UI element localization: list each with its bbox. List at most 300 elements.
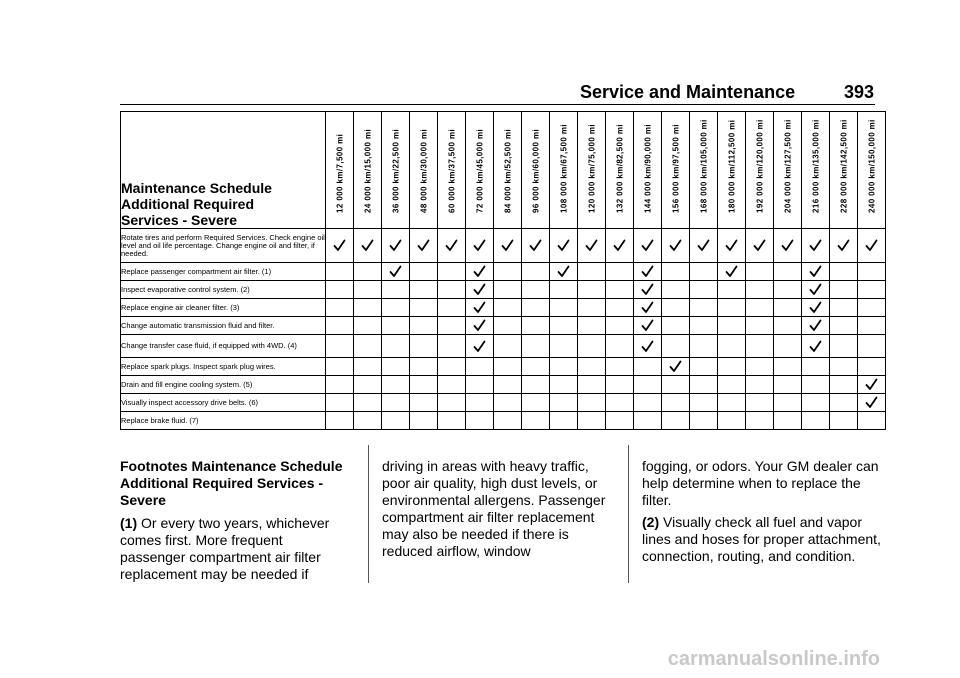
schedule-cell	[382, 229, 410, 263]
page-header	[580, 82, 880, 106]
schedule-cell	[830, 358, 858, 376]
footnotes-column-3	[642, 458, 882, 570]
interval-label: 216 000 km/135,000 mi	[811, 119, 820, 213]
schedule-cell	[326, 394, 354, 412]
table-header-row	[121, 112, 886, 229]
schedule-cell	[382, 358, 410, 376]
schedule-cell	[354, 229, 382, 263]
interval-label: 24 000 km/15,000 mi	[363, 128, 372, 213]
interval-header	[578, 112, 606, 229]
checkmark-icon	[753, 239, 766, 252]
schedule-cell	[382, 335, 410, 358]
schedule-cell	[354, 281, 382, 299]
checkmark-icon	[333, 239, 346, 252]
interval-label: 228 000 km/142,500 mi	[839, 119, 848, 213]
interval-header	[634, 112, 662, 229]
schedule-cell	[522, 376, 550, 394]
schedule-cell	[550, 394, 578, 412]
schedule-cell	[662, 376, 690, 394]
service-description: Change automatic transmission fluid and filter.	[121, 317, 326, 335]
schedule-cell	[606, 263, 634, 281]
schedule-cell	[830, 394, 858, 412]
checkmark-icon	[389, 239, 402, 252]
schedule-cell	[494, 376, 522, 394]
interval-header	[718, 112, 746, 229]
schedule-cell	[466, 299, 494, 317]
checkmark-icon	[473, 340, 486, 353]
schedule-cell	[354, 299, 382, 317]
schedule-cell	[662, 299, 690, 317]
schedule-cell	[522, 229, 550, 263]
schedule-cell	[746, 335, 774, 358]
schedule-cell	[438, 335, 466, 358]
schedule-cell	[522, 317, 550, 335]
interval-label: 12 000 km/7,500 mi	[335, 133, 344, 213]
checkmark-icon	[809, 301, 822, 314]
table-row	[121, 281, 886, 299]
checkmark-icon	[641, 265, 654, 278]
checkmark-icon	[837, 239, 850, 252]
footnote-1-continued: driving in areas with heavy traffic, poor air quality, high dust levels, or environmental allergens. Passenger compartment air filter replacement may also be needed if there is reduced airflow, window	[382, 458, 606, 559]
interval-header	[382, 112, 410, 229]
schedule-cell	[662, 358, 690, 376]
interval-header	[858, 112, 886, 229]
schedule-cell	[634, 263, 662, 281]
schedule-cell	[662, 263, 690, 281]
schedule-cell	[326, 335, 354, 358]
checkmark-icon	[641, 283, 654, 296]
table-row	[121, 358, 886, 376]
schedule-cell	[410, 412, 438, 430]
interval-header	[746, 112, 774, 229]
interval-label: 36 000 km/22,500 mi	[391, 128, 400, 213]
schedule-cell	[690, 263, 718, 281]
schedule-cell	[690, 394, 718, 412]
schedule-cell	[718, 317, 746, 335]
schedule-cell	[746, 299, 774, 317]
table-title-line-2: Additional Required	[121, 196, 254, 212]
interval-header	[774, 112, 802, 229]
schedule-cell	[550, 412, 578, 430]
schedule-cell	[494, 317, 522, 335]
schedule-cell	[746, 317, 774, 335]
schedule-cell	[774, 229, 802, 263]
table-row	[121, 229, 886, 263]
schedule-cell	[522, 358, 550, 376]
schedule-cell	[690, 412, 718, 430]
schedule-cell	[550, 263, 578, 281]
schedule-cell	[522, 299, 550, 317]
interval-header	[494, 112, 522, 229]
watermark: carmanualsonline.info	[667, 648, 880, 670]
schedule-cell	[858, 394, 886, 412]
schedule-cell	[746, 394, 774, 412]
schedule-cell	[802, 317, 830, 335]
footnote-2-text: Visually check all fuel and vapor lines and hoses for proper attachment, connection, routing, and condition.	[642, 514, 881, 564]
checkmark-icon	[417, 239, 430, 252]
schedule-cell	[578, 412, 606, 430]
schedule-cell	[382, 263, 410, 281]
schedule-cell	[718, 394, 746, 412]
schedule-cell	[494, 335, 522, 358]
schedule-cell	[550, 229, 578, 263]
schedule-cell	[718, 299, 746, 317]
schedule-cell	[606, 376, 634, 394]
schedule-cell	[690, 317, 718, 335]
footnote-2-marker: (2)	[642, 514, 660, 530]
checkmark-icon	[501, 239, 514, 252]
interval-label: 84 000 km/52,500 mi	[503, 128, 512, 213]
schedule-cell	[802, 412, 830, 430]
checkmark-icon	[641, 301, 654, 314]
table-row	[121, 376, 886, 394]
schedule-cell	[634, 281, 662, 299]
interval-header	[438, 112, 466, 229]
schedule-cell	[354, 394, 382, 412]
schedule-cell	[606, 229, 634, 263]
schedule-cell	[326, 299, 354, 317]
checkmark-icon	[389, 265, 402, 278]
section-title: Service and Maintenance	[580, 82, 796, 102]
header-rule	[120, 104, 875, 105]
schedule-cell	[578, 358, 606, 376]
schedule-cell	[830, 335, 858, 358]
schedule-cell	[606, 394, 634, 412]
schedule-cell	[830, 299, 858, 317]
schedule-cell	[438, 229, 466, 263]
schedule-cell	[606, 412, 634, 430]
schedule-cell	[690, 335, 718, 358]
schedule-cell	[746, 358, 774, 376]
checkmark-icon	[529, 239, 542, 252]
schedule-cell	[438, 358, 466, 376]
schedule-cell	[802, 229, 830, 263]
schedule-cell	[438, 299, 466, 317]
checkmark-icon	[809, 319, 822, 332]
schedule-cell	[550, 376, 578, 394]
interval-label: 192 000 km/120,000 mi	[755, 119, 764, 213]
schedule-cell	[522, 335, 550, 358]
schedule-cell	[606, 281, 634, 299]
schedule-cell	[466, 263, 494, 281]
schedule-cell	[858, 317, 886, 335]
service-description: Drain and fill engine cooling system. (5)	[121, 376, 326, 394]
interval-label: 240 000 km/150,000 mi	[867, 119, 876, 213]
checkmark-icon	[473, 265, 486, 278]
checkmark-icon	[809, 239, 822, 252]
schedule-cell	[494, 358, 522, 376]
schedule-cell	[662, 281, 690, 299]
schedule-cell	[858, 229, 886, 263]
schedule-cell	[718, 229, 746, 263]
interval-label: 48 000 km/30,000 mi	[419, 128, 428, 213]
interval-header	[354, 112, 382, 229]
schedule-cell	[662, 335, 690, 358]
schedule-cell	[858, 299, 886, 317]
schedule-cell	[466, 281, 494, 299]
schedule-cell	[466, 358, 494, 376]
checkmark-icon	[557, 265, 570, 278]
schedule-cell	[410, 394, 438, 412]
schedule-cell	[326, 281, 354, 299]
service-description: Rotate tires and perform Required Services. Check engine oil level and oil life percentage. Change engine oil and filter, if needed.	[121, 229, 326, 263]
checkmark-icon	[641, 319, 654, 332]
schedule-cell	[634, 317, 662, 335]
footnotes-heading: Footnotes Maintenance Schedule Additional Required Services - Severe	[120, 458, 343, 508]
table-row	[121, 394, 886, 412]
schedule-cell	[690, 358, 718, 376]
schedule-cell	[690, 299, 718, 317]
schedule-cell	[550, 358, 578, 376]
schedule-cell	[858, 376, 886, 394]
service-description: Replace passenger compartment air filter. (1)	[121, 263, 326, 281]
schedule-cell	[690, 281, 718, 299]
schedule-cell	[802, 376, 830, 394]
interval-label: 72 000 km/45,000 mi	[475, 128, 484, 213]
service-description: Inspect evaporative control system. (2)	[121, 281, 326, 299]
schedule-cell	[326, 317, 354, 335]
schedule-cell	[634, 412, 662, 430]
table-body	[121, 229, 886, 430]
schedule-cell	[494, 299, 522, 317]
schedule-cell	[494, 394, 522, 412]
checkmark-icon	[641, 340, 654, 353]
schedule-cell	[858, 335, 886, 358]
schedule-cell	[690, 229, 718, 263]
schedule-cell	[466, 376, 494, 394]
schedule-cell	[438, 394, 466, 412]
schedule-cell	[382, 412, 410, 430]
schedule-cell	[774, 412, 802, 430]
schedule-cell	[578, 394, 606, 412]
schedule-cell	[578, 317, 606, 335]
column-divider	[368, 445, 369, 583]
schedule-cell	[830, 376, 858, 394]
schedule-cell	[550, 317, 578, 335]
service-description: Replace engine air cleaner filter. (3)	[121, 299, 326, 317]
schedule-cell	[718, 412, 746, 430]
schedule-cell	[718, 376, 746, 394]
checkmark-icon	[809, 265, 822, 278]
schedule-cell	[774, 335, 802, 358]
schedule-cell	[718, 281, 746, 299]
schedule-cell	[802, 358, 830, 376]
checkmark-icon	[669, 360, 682, 373]
schedule-cell	[494, 281, 522, 299]
schedule-cell	[466, 412, 494, 430]
schedule-cell	[410, 335, 438, 358]
schedule-cell	[354, 376, 382, 394]
interval-label: 132 000 km/82,500 mi	[615, 124, 624, 213]
service-description: Replace brake fluid. (7)	[121, 412, 326, 430]
service-description: Change transfer case fluid, if equipped with 4WD. (4)	[121, 335, 326, 358]
schedule-cell	[830, 229, 858, 263]
schedule-cell	[858, 281, 886, 299]
schedule-cell	[578, 281, 606, 299]
schedule-cell	[634, 376, 662, 394]
interval-label: 120 000 km/75,000 mi	[587, 124, 596, 213]
service-description: Visually inspect accessory drive belts. (6)	[121, 394, 326, 412]
checkmark-icon	[473, 283, 486, 296]
checkmark-icon	[865, 378, 878, 391]
table-title-line-1: Maintenance Schedule	[121, 180, 272, 196]
schedule-cell	[858, 412, 886, 430]
schedule-cell	[326, 376, 354, 394]
schedule-cell	[802, 281, 830, 299]
schedule-cell	[522, 281, 550, 299]
schedule-cell	[578, 335, 606, 358]
schedule-cell	[466, 317, 494, 335]
schedule-cell	[382, 281, 410, 299]
table-row	[121, 317, 886, 335]
table-row	[121, 299, 886, 317]
footnote-1-end: fogging, or odors. Your GM dealer can help determine when to replace the filter.	[642, 458, 879, 508]
schedule-cell	[858, 358, 886, 376]
interval-header	[326, 112, 354, 229]
schedule-cell	[438, 376, 466, 394]
schedule-cell	[718, 358, 746, 376]
schedule-cell	[382, 299, 410, 317]
schedule-cell	[326, 263, 354, 281]
service-description: Replace spark plugs. Inspect spark plug wires.	[121, 358, 326, 376]
schedule-cell	[494, 263, 522, 281]
schedule-cell	[438, 263, 466, 281]
schedule-cell	[746, 376, 774, 394]
schedule-cell	[774, 317, 802, 335]
schedule-cell	[606, 335, 634, 358]
schedule-cell	[606, 317, 634, 335]
schedule-cell	[326, 412, 354, 430]
schedule-cell	[522, 263, 550, 281]
schedule-cell	[382, 317, 410, 335]
schedule-cell	[578, 376, 606, 394]
checkmark-icon	[585, 239, 598, 252]
checkmark-icon	[865, 239, 878, 252]
interval-header	[830, 112, 858, 229]
table-title-line-3: Services - Severe	[121, 212, 237, 228]
interval-label: 204 000 km/127,500 mi	[783, 119, 792, 213]
schedule-cell	[662, 229, 690, 263]
schedule-cell	[690, 376, 718, 394]
schedule-cell	[382, 394, 410, 412]
schedule-cell	[550, 299, 578, 317]
schedule-cell	[410, 317, 438, 335]
interval-header	[690, 112, 718, 229]
maintenance-schedule-table	[120, 111, 886, 430]
schedule-cell	[774, 299, 802, 317]
schedule-cell	[326, 229, 354, 263]
footnote-1-text: Or every two years, whichever comes first. More frequent passenger compartment air filter replacement may be needed if	[120, 515, 330, 582]
schedule-cell	[438, 281, 466, 299]
table-row	[121, 335, 886, 358]
schedule-cell	[382, 376, 410, 394]
schedule-cell	[410, 358, 438, 376]
column-divider	[628, 445, 629, 583]
schedule-cell	[466, 229, 494, 263]
schedule-cell	[634, 335, 662, 358]
schedule-cell	[550, 281, 578, 299]
schedule-cell	[606, 299, 634, 317]
schedule-cell	[746, 229, 774, 263]
checkmark-icon	[613, 239, 626, 252]
checkmark-icon	[473, 319, 486, 332]
checkmark-icon	[445, 239, 458, 252]
schedule-cell	[774, 263, 802, 281]
checkmark-icon	[725, 239, 738, 252]
schedule-cell	[578, 299, 606, 317]
schedule-cell	[354, 412, 382, 430]
schedule-cell	[410, 229, 438, 263]
interval-label: 96 000 km/60,000 mi	[531, 128, 540, 213]
interval-header	[606, 112, 634, 229]
schedule-cell	[550, 335, 578, 358]
schedule-cell	[578, 229, 606, 263]
schedule-cell	[438, 317, 466, 335]
table-row	[121, 412, 886, 430]
schedule-cell	[410, 263, 438, 281]
checkmark-icon	[641, 239, 654, 252]
checkmark-icon	[781, 239, 794, 252]
schedule-cell	[438, 412, 466, 430]
schedule-cell	[578, 263, 606, 281]
interval-label: 156 000 km/97,500 mi	[671, 124, 680, 213]
footnotes-column-1	[120, 458, 350, 588]
schedule-cell	[802, 299, 830, 317]
schedule-cell	[354, 335, 382, 358]
schedule-cell	[662, 412, 690, 430]
checkmark-icon	[473, 239, 486, 252]
schedule-cell	[858, 263, 886, 281]
interval-header	[802, 112, 830, 229]
schedule-cell	[466, 335, 494, 358]
interval-header	[410, 112, 438, 229]
schedule-cell	[522, 412, 550, 430]
interval-label: 168 000 km/105,000 mi	[699, 119, 708, 213]
schedule-cell	[410, 299, 438, 317]
page-number: 393	[843, 82, 874, 102]
schedule-cell	[354, 358, 382, 376]
schedule-cell	[718, 263, 746, 281]
schedule-cell	[634, 358, 662, 376]
schedule-cell	[802, 394, 830, 412]
schedule-cell	[774, 376, 802, 394]
checkmark-icon	[361, 239, 374, 252]
checkmark-icon	[809, 283, 822, 296]
schedule-cell	[522, 394, 550, 412]
schedule-cell	[606, 358, 634, 376]
interval-label: 60 000 km/37,500 mi	[447, 128, 456, 213]
footnotes-column-2	[382, 458, 612, 565]
checkmark-icon	[669, 239, 682, 252]
schedule-cell	[774, 358, 802, 376]
schedule-cell	[746, 263, 774, 281]
checkmark-icon	[865, 396, 878, 409]
schedule-cell	[494, 412, 522, 430]
schedule-cell	[354, 317, 382, 335]
interval-label: 144 000 km/90,000 mi	[643, 124, 652, 213]
schedule-cell	[830, 263, 858, 281]
schedule-cell	[410, 376, 438, 394]
schedule-cell	[830, 281, 858, 299]
schedule-cell	[354, 263, 382, 281]
interval-header	[550, 112, 578, 229]
interval-header	[522, 112, 550, 229]
schedule-cell	[634, 394, 662, 412]
interval-header	[466, 112, 494, 229]
schedule-cell	[634, 299, 662, 317]
schedule-cell	[466, 394, 494, 412]
schedule-cell	[746, 412, 774, 430]
